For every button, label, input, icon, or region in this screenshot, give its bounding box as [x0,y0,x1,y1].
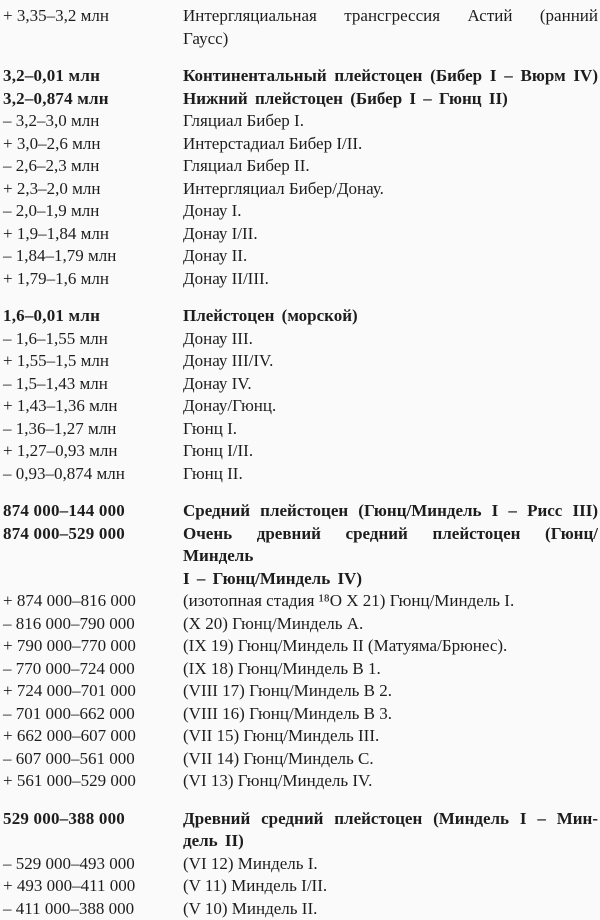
era-range: – 3,2–3,0 млн [3,110,183,133]
timeline-row [3,898,598,920]
era-range: – 1,84–1,79 млн [3,245,183,268]
timeline-row [3,65,598,88]
era-range: – 0,93–0,874 млн [3,463,183,486]
era-description-line: I – Гюнц/Миндель IV) [183,568,598,591]
era-description-line: (VII 15) Гюнц/Миндель III. [183,725,598,748]
era-description-line: (VII 14) Гюнц/Миндель С. [183,748,598,771]
era-description [183,88,598,111]
era-description-line: (VI 12) Миндель I. [183,853,598,876]
timeline-row [3,658,598,681]
era-description-line: Гляциал Бибер II. [183,155,598,178]
timeline-row [3,5,598,50]
era-range: – 701 000–662 000 [3,703,183,726]
era-description [183,440,598,463]
timeline-row [3,770,598,793]
era-description [183,725,598,748]
era-description-line: Плейстоцен (морской) [183,305,598,328]
era-description [183,5,598,50]
era-description [183,748,598,771]
era-description [183,110,598,133]
era-description [183,853,598,876]
era-description-line: Древний средний плейстоцен (Миндель I – Мин- [183,808,598,831]
era-description [183,500,598,523]
era-description [183,418,598,441]
era-description-line: Гюнц II. [183,463,598,486]
era-range: + 561 000–529 000 [3,770,183,793]
era-description [183,305,598,328]
era-range: + 2,3–2,0 млн [3,178,183,201]
era-range: + 1,43–1,36 млн [3,395,183,418]
timeline-row [3,245,598,268]
era-range: – 816 000–790 000 [3,613,183,636]
timeline-row [3,500,598,523]
timeline-row [3,305,598,328]
era-description [183,178,598,201]
timeline-row [3,725,598,748]
era-range: 874 000–144 000 [3,500,183,523]
era-description [183,133,598,156]
timeline-table [3,5,598,920]
timeline-row [3,223,598,246]
era-range: – 411 000–388 000 [3,898,183,920]
era-description [183,268,598,291]
era-description-line: Донау III. [183,328,598,351]
era-description [183,523,598,591]
era-description [183,680,598,703]
era-description [183,658,598,681]
era-description-line: (VI 13) Гюнц/Миндель IV. [183,770,598,793]
era-description [183,373,598,396]
timeline-row [3,418,598,441]
era-description-line: Донау IV. [183,373,598,396]
era-range: – 1,6–1,55 млн [3,328,183,351]
era-description-line: Средний плейстоцен (Гюнц/Миндель I – Рисс III) [183,500,598,523]
era-range: 874 000–529 000 [3,523,183,546]
era-range: – 2,0–1,9 млн [3,200,183,223]
era-description-line: Очень древний средний плейстоцен (Гюнц/Миндель [183,523,598,568]
era-description-line: (IX 19) Гюнц/Миндель II (Матуяма/Брюнес). [183,635,598,658]
timeline-row [3,328,598,351]
timeline-row [3,523,598,591]
era-description [183,350,598,373]
timeline-row [3,853,598,876]
era-description-line: Донау I/II. [183,223,598,246]
era-description-line: Донау II/III. [183,268,598,291]
era-description [183,613,598,636]
era-description-line: (V 11) Миндель I/II. [183,875,598,898]
era-description-line: Интерстадиал Бибер I/II. [183,133,598,156]
era-range: + 1,55–1,5 млн [3,350,183,373]
era-description [183,703,598,726]
era-description-line: Донау/Гюнц. [183,395,598,418]
era-range: + 874 000–816 000 [3,590,183,613]
era-description [183,245,598,268]
timeline-row [3,808,598,853]
era-description [183,395,598,418]
era-range: + 724 000–701 000 [3,680,183,703]
era-range: + 3,0–2,6 млн [3,133,183,156]
era-description-line: (IX 18) Гюнц/Миндель В 1. [183,658,598,681]
era-description-line: Гюнц I/II. [183,440,598,463]
era-range: – 1,5–1,43 млн [3,373,183,396]
timeline-section [3,808,598,920]
era-description-line: (X 20) Гюнц/Миндель А. [183,613,598,636]
era-description-line: Континентальный плейстоцен (Бибер I – Вюрм IV) [183,65,598,88]
era-description [183,328,598,351]
era-description-line: Интергляциал Бибер/Донау. [183,178,598,201]
timeline-row [3,613,598,636]
timeline-row [3,133,598,156]
timeline-section [3,65,598,290]
timeline-row [3,875,598,898]
timeline-row [3,110,598,133]
era-description-line: (V 10) Миндель II. [183,898,598,920]
era-description [183,155,598,178]
era-range: – 607 000–561 000 [3,748,183,771]
era-description [183,463,598,486]
timeline-row [3,395,598,418]
timeline-row [3,200,598,223]
era-range: + 493 000–411 000 [3,875,183,898]
era-description [183,65,598,88]
era-range: + 1,79–1,6 млн [3,268,183,291]
era-range: 3,2–0,874 млн [3,88,183,111]
era-description-line: Донау I. [183,200,598,223]
era-description-line: (VIII 16) Гюнц/Миндель В 3. [183,703,598,726]
era-description [183,875,598,898]
era-range: + 3,35–3,2 млн [3,5,183,28]
timeline-row [3,590,598,613]
era-description-line: (VIII 17) Гюнц/Миндель В 2. [183,680,598,703]
timeline-row [3,350,598,373]
era-description [183,808,598,853]
timeline-row [3,635,598,658]
timeline-row [3,463,598,486]
timeline-row [3,748,598,771]
era-description-line: Нижний плейстоцен (Бибер I – Гюнц II) [183,88,598,111]
timeline-row [3,440,598,463]
timeline-row [3,88,598,111]
timeline-row [3,680,598,703]
era-range: + 662 000–607 000 [3,725,183,748]
era-description-line: Донау III/IV. [183,350,598,373]
era-description [183,200,598,223]
timeline-row [3,178,598,201]
era-description [183,898,598,920]
era-description [183,223,598,246]
era-range: 1,6–0,01 млн [3,305,183,328]
era-range: 529 000–388 000 [3,808,183,831]
era-range: + 1,9–1,84 млн [3,223,183,246]
era-range: – 2,6–2,3 млн [3,155,183,178]
timeline-row [3,155,598,178]
era-range: – 770 000–724 000 [3,658,183,681]
era-range: + 1,27–0,93 млн [3,440,183,463]
timeline-row [3,268,598,291]
era-description [183,770,598,793]
era-range: – 1,36–1,27 млн [3,418,183,441]
timeline-section [3,500,598,793]
timeline-section [3,305,598,485]
era-description-line: Донау II. [183,245,598,268]
era-description-line: Интергляциальная трансгрессия Астий (ранний [183,5,598,28]
era-description [183,590,598,613]
era-range: 3,2–0,01 млн [3,65,183,88]
era-description-line: дель II) [183,830,598,853]
era-description [183,635,598,658]
era-description-line: Гюнц I. [183,418,598,441]
era-range: + 790 000–770 000 [3,635,183,658]
era-description-line: Гаусс) [183,28,598,51]
timeline-row [3,373,598,396]
timeline-row [3,703,598,726]
era-description-line: Гляциал Бибер I. [183,110,598,133]
era-range: – 529 000–493 000 [3,853,183,876]
timeline-section [3,5,598,50]
era-description-line: (изотопная стадия ¹⁸О X 21) Гюнц/Миндель I. [183,590,598,613]
